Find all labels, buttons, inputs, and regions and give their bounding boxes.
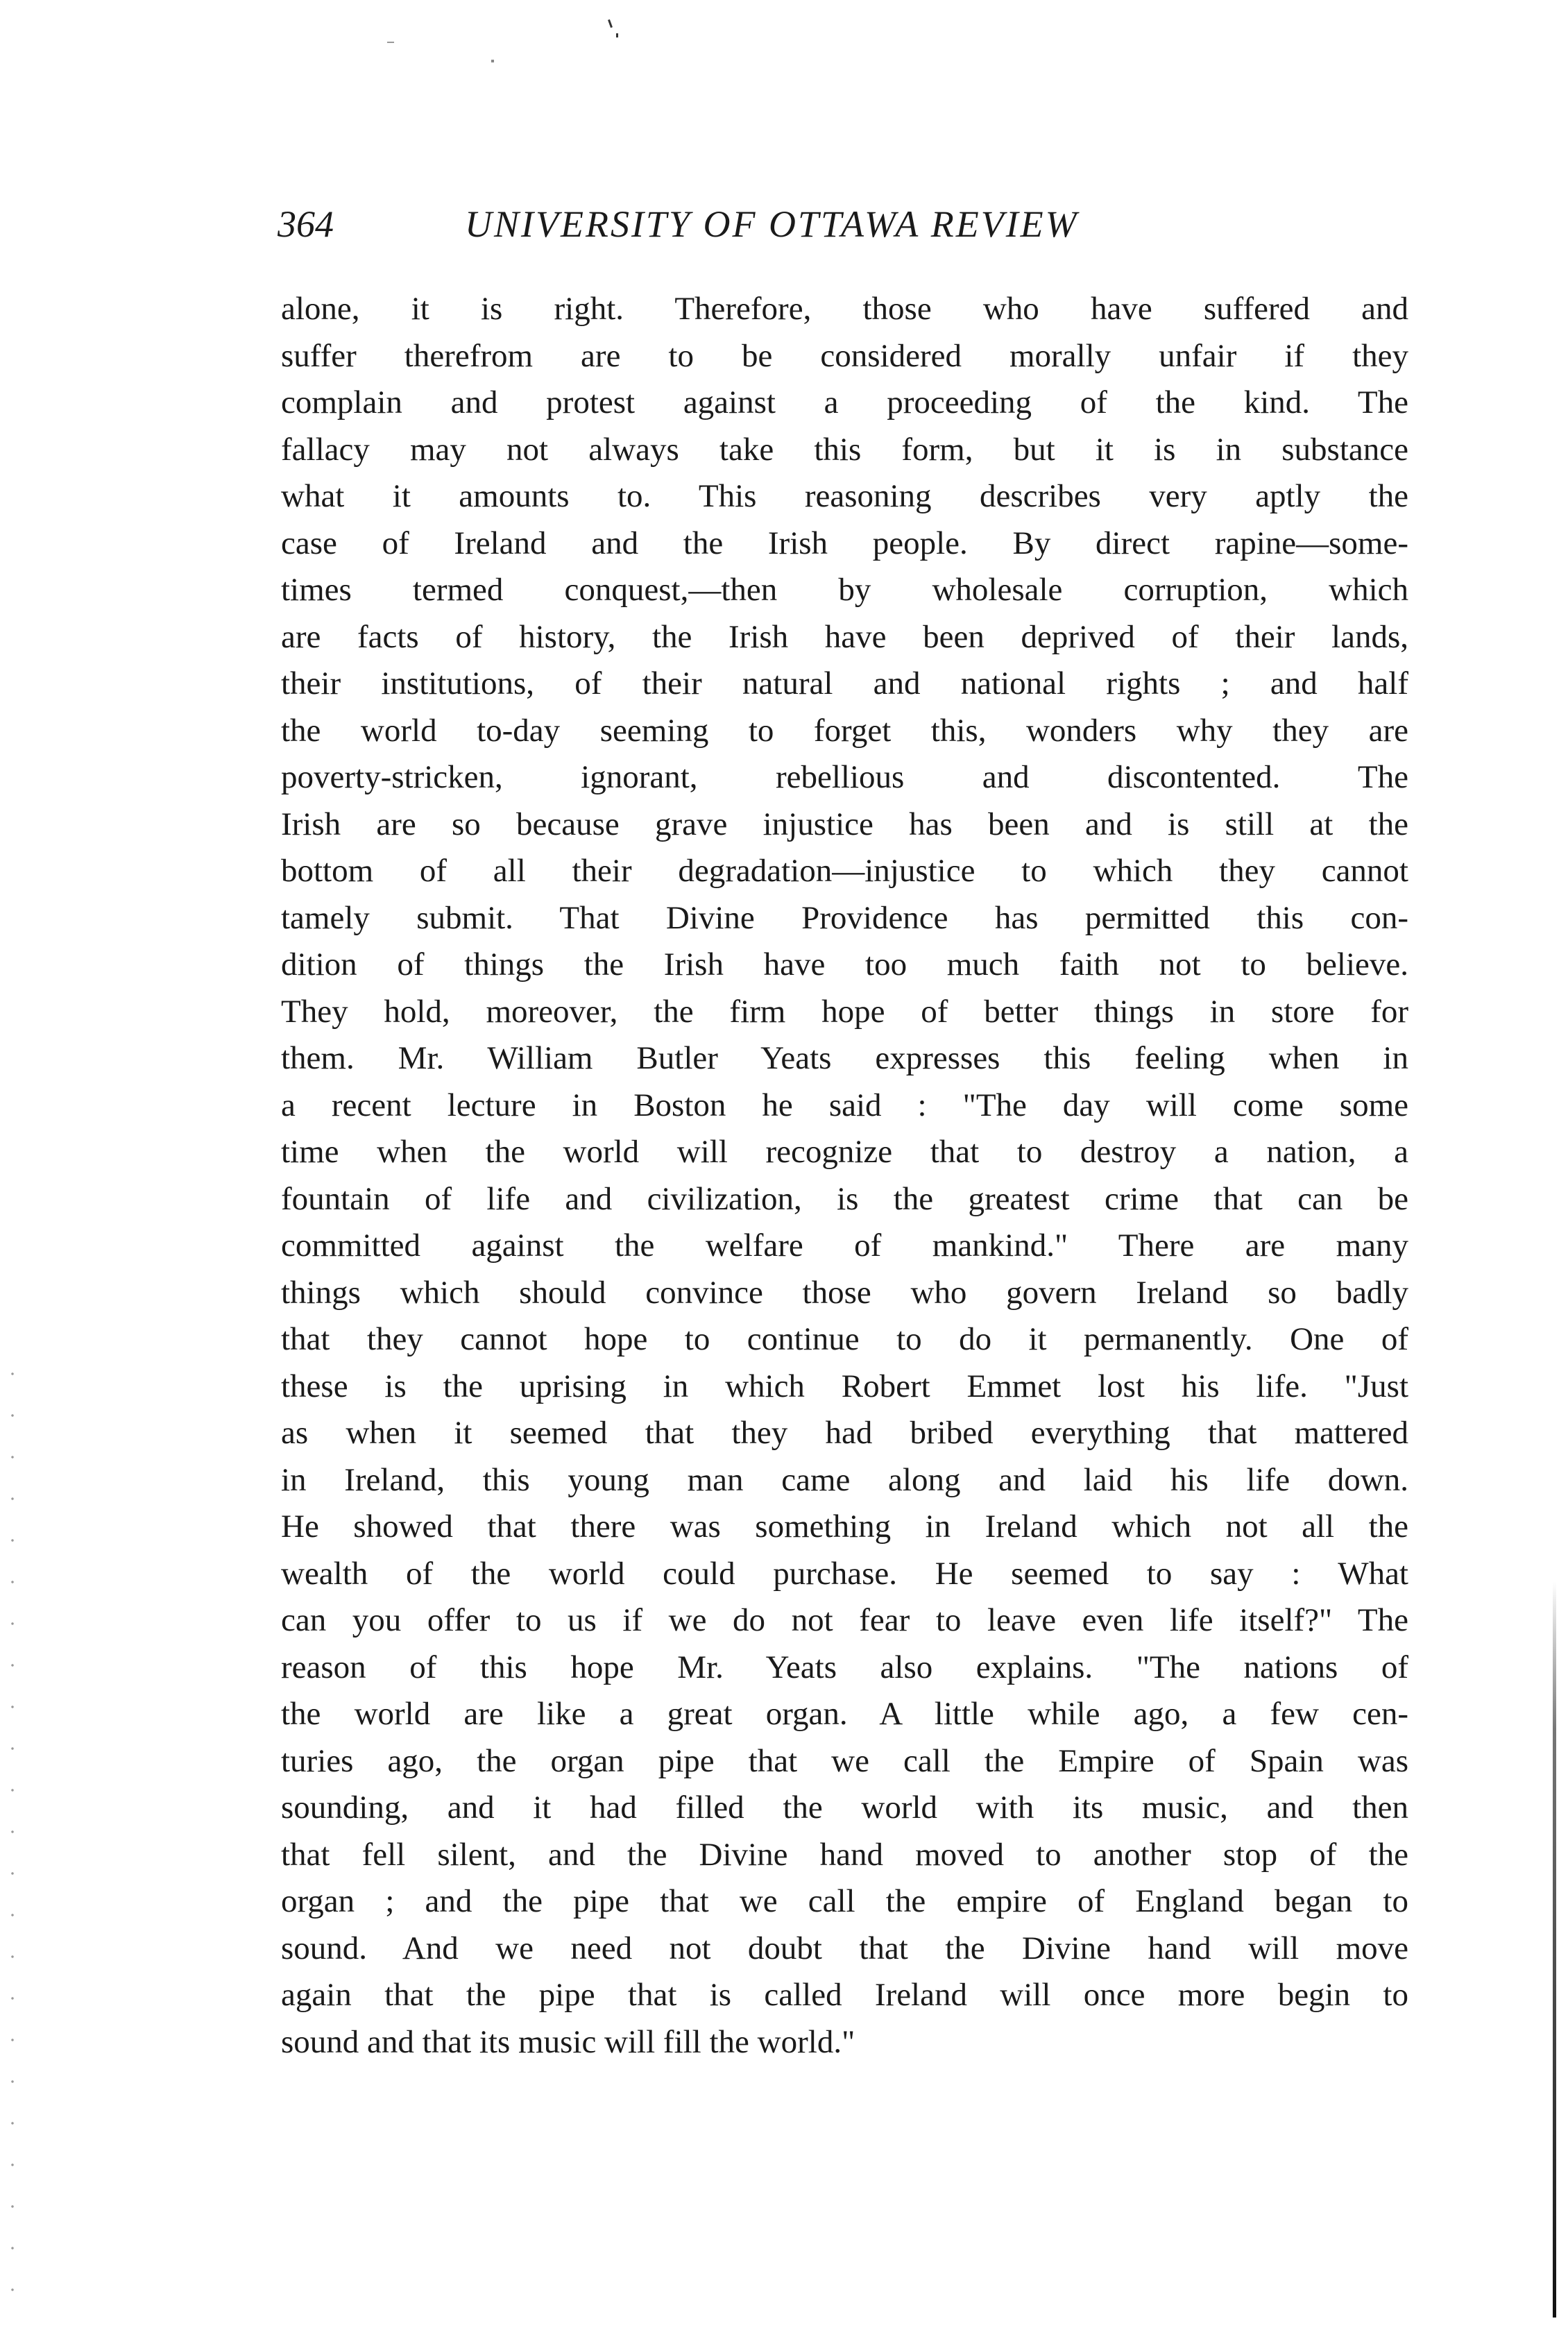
text-line: fountain of life and civilization, is the greatest crime that can be — [281, 1180, 1408, 1217]
text-line: sounding, and it had filled the world with its music, and then — [281, 1789, 1408, 1826]
scan-speck — [608, 19, 613, 28]
text-line: fallacy may not always take this form, but it is in substance — [281, 431, 1408, 468]
scan-speck — [387, 42, 394, 43]
text-line: suffer therefrom are to be considered morally unfair if they — [281, 337, 1408, 374]
text-line: the world are like a great organ. A little while ago, a few cen- — [281, 1696, 1408, 1732]
text-line: time when the world will recognize that to destroy a nation, a — [281, 1134, 1408, 1170]
text-line: times termed conquest,—then by wholesale corruption, which — [281, 572, 1408, 608]
page-header — [278, 193, 1415, 255]
body-text — [281, 286, 1408, 2066]
text-line: can you offer to us if we do not fear to leave even life itself?" The — [281, 1602, 1408, 1638]
text-line: poverty-stricken, ignorant, rebellious and discontented. The — [281, 759, 1408, 795]
text-line: Irish are so because grave injustice has been and is still at the — [281, 806, 1408, 842]
text-line: dition of things the Irish have too much faith not to believe. — [281, 946, 1408, 983]
text-line: bottom of all their degradation—injustice to which they cannot — [281, 853, 1408, 889]
scan-speck — [616, 33, 618, 37]
left-margin-specks — [8, 1353, 17, 2324]
text-line: committed against the welfare of mankind." There are many — [281, 1227, 1408, 1264]
text-line: that fell silent, and the Divine hand moved to another stop of the — [281, 1836, 1408, 1873]
running-title: UNIVERSITY OF OTTAWA REVIEW — [465, 203, 1079, 245]
text-line: He showed that there was something in Ireland which not all the — [281, 1508, 1408, 1545]
text-line: again that the pipe that is called Ireland will once more begin to — [281, 1977, 1408, 2013]
text-line: wealth of the world could purchase. He seemed to say : What — [281, 1555, 1408, 1592]
text-line: alone, it is right. Therefore, those who have suffered and — [281, 291, 1408, 327]
text-line: the world to-day seeming to forget this, wonders why they are — [281, 712, 1408, 749]
text-line: as when it seemed that they had bribed everything that mattered — [281, 1415, 1408, 1451]
text-line: organ ; and the pipe that we call the empire of England began to — [281, 1883, 1408, 1919]
text-line: They hold, moreover, the firm hope of better things in store for — [281, 993, 1408, 1030]
text-line: things which should convince those who govern Ireland so badly — [281, 1274, 1408, 1311]
text-line: in Ireland, this young man came along and laid his life down. — [281, 1461, 1408, 1498]
text-line: them. Mr. William Butler Yeats expresses this feeling when in — [281, 1040, 1408, 1076]
text-line: that they cannot hope to continue to do it permanently. One of — [281, 1321, 1408, 1357]
text-line: turies ago, the organ pipe that we call the Empire of Spain was — [281, 1742, 1408, 1779]
text-line: sound. And we need not doubt that the Divine hand will move — [281, 1930, 1408, 1966]
text-line: tamely submit. That Divine Providence has permitted this con- — [281, 899, 1408, 936]
page-edge-shadow — [1553, 1582, 1556, 2318]
text-line: what it amounts to. This reasoning describes very aptly the — [281, 478, 1408, 514]
text-line: their institutions, of their natural and national rights ; and half — [281, 665, 1408, 701]
scan-speck — [491, 60, 494, 62]
text-line: are facts of history, the Irish have been deprived of their lands, — [281, 618, 1408, 655]
page-number: 364 — [278, 203, 334, 245]
text-line: reason of this hope Mr. Yeats also explains. "The nations of — [281, 1649, 1408, 1685]
text-line: complain and protest against a proceeding of the kind. The — [281, 384, 1408, 420]
text-line: sound and that its music will fill the world." — [281, 2023, 855, 2060]
text-line: these is the uprising in which Robert Emmet lost his life. "Just — [281, 1368, 1408, 1404]
text-line: a recent lecture in Boston he said : "The day will come some — [281, 1087, 1408, 1123]
text-line: case of Ireland and the Irish people. By direct rapine—some- — [281, 525, 1408, 561]
